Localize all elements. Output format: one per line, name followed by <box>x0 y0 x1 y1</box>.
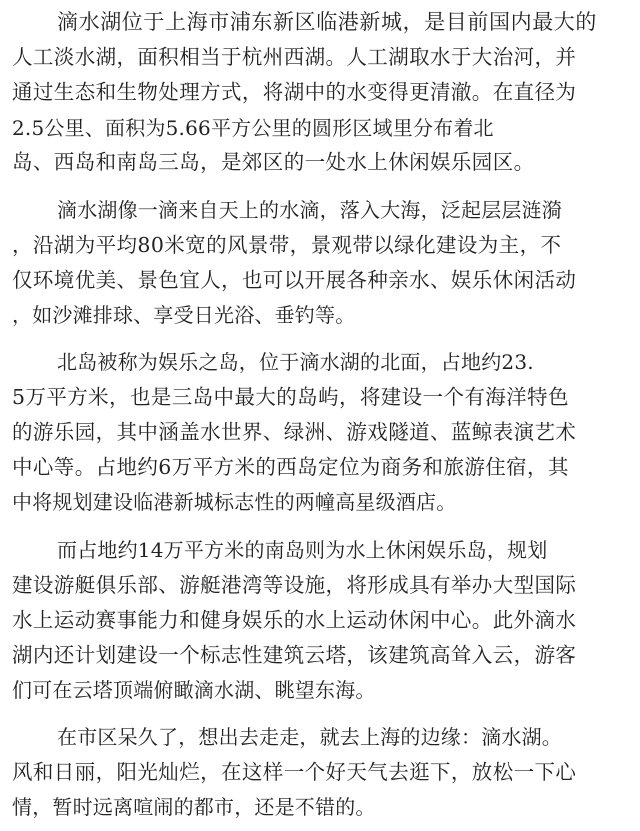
paragraph-line: 们可在云塔顶端俯瞰滴水湖、眺望东海。 <box>12 678 376 702</box>
paragraph-line: 滴水湖位于上海市浦东新区临港新城，是目前国内最大的 <box>57 10 597 34</box>
paragraph-line: 滴水湖像一滴来自天上的水滴，落入大海，泛起层层涟漪 <box>57 198 562 222</box>
paragraph-line: 中心等。占地约6万平方米的西岛定位为商务和旅游住宿，其 <box>12 455 569 479</box>
paragraph-line: 而占地约14万平方米的南岛则为水上休闲娱乐岛，规划 <box>57 538 548 562</box>
paragraph-line: 中将规划建设临港新城标志性的两幢高星级酒店。 <box>12 490 457 514</box>
paragraph-line: 5万平方米，也是三岛中最大的岛屿，将建设一个有海洋特色 <box>12 385 569 409</box>
paragraph-line: 的游乐园，其中涵盖水世界、绿洲、游戏隧道、蓝鲸表演艺术 <box>12 420 577 444</box>
paragraph-line: 风和日丽，阳光灿烂，在这样一个好天气去逛下，放松一下心 <box>12 760 577 784</box>
paragraph-line: ，沿湖为平均80米宽的风景带，景观带以绿化建设为主，不 <box>12 233 562 257</box>
paragraph-line: 北岛被称为娱乐之岛，位于滴水湖的北面，占地约23. <box>57 350 534 374</box>
paragraph-line: 岛、西岛和南岛三岛，是郊区的一处水上休闲娱乐园区。 <box>12 150 535 174</box>
paragraph-line: 在市区呆久了，想出去走走，就去上海的边缘：滴水湖。 <box>57 725 562 749</box>
paragraph-line: 水上运动赛事能力和健身娱乐的水上运动休闲中心。此外滴水 <box>12 608 577 632</box>
paragraph-line: 湖内还计划建设一个标志性建筑云塔，该建筑高耸入云，游客 <box>12 643 577 667</box>
paragraph-line: ，如沙滩排球、享受日光浴、垂钓等。 <box>12 303 356 327</box>
paragraph-line: 2.5公里、面积为5.66平方公里的圆形区域里分布着北 <box>12 116 494 140</box>
paragraph-line: 人工淡水湖，面积相当于杭州西湖。人工湖取水于大治河，并 <box>12 45 577 69</box>
paragraph-line: 建设游艇俱乐部、游艇港湾等设施，将形成具有举办大型国际 <box>12 573 577 597</box>
paragraph-line: 仅环境优美、景色宜人，也可以开展各种亲水、娱乐休闲活动 <box>12 268 577 292</box>
paragraph-line: 通过生态和生物处理方式，将湖中的水变得更清澈。在直径为 <box>12 80 577 104</box>
paragraph-line: 情，暂时远离喧闹的都市，还是不错的。 <box>12 795 376 819</box>
